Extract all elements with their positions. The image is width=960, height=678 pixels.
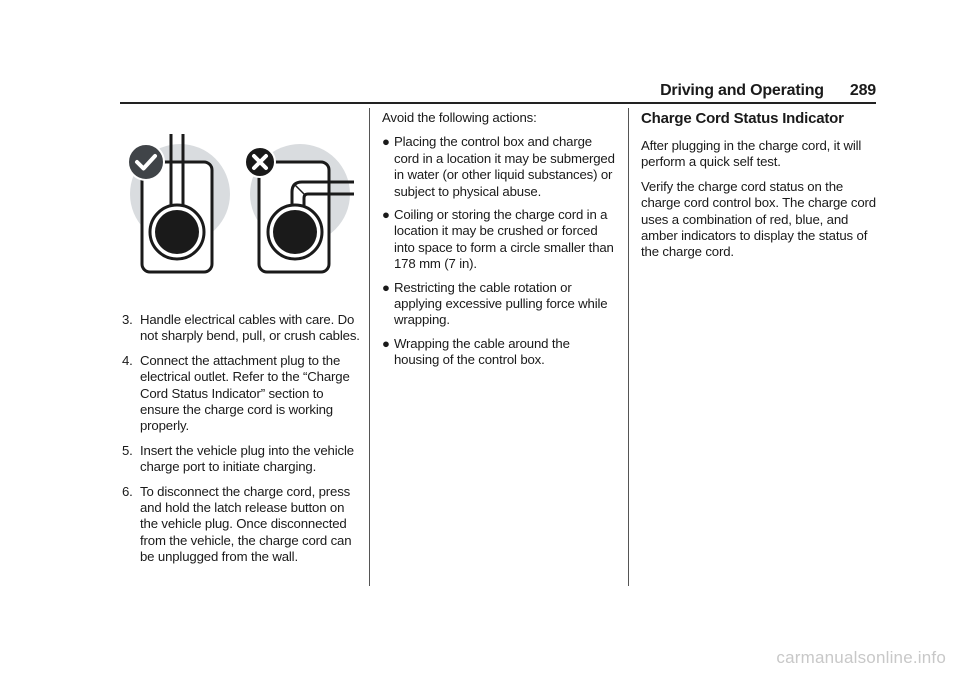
step-number: 4. [122,352,133,368]
step-text: Connect the attachment plug to the electrical outlet. Refer to the “Charge Cord Status Indicator” section to ensure the charge cord is working properly. [140,352,350,434]
bullet-icon: ● [382,279,390,295]
bullet-text: Coiling or storing the charge cord in a location it may be crushed or forced into space to form a circle smaller than 178 mm (7 in). [394,207,614,272]
list-item [382,280,618,329]
bullet-text: Restricting the cable rotation or applying excessive pulling force while wrapping. [394,279,608,328]
step-text: Insert the vehicle plug into the vehicle charge port to initiate charging. [140,442,354,475]
cable-routing-svg [122,128,362,276]
step-text: To disconnect the charge cord, press and hold the latch release button on the vehicle plug. Once disconnected from the vehicle, the charge cord can be unplugged from the wall. [140,483,352,565]
list-item [382,134,618,200]
bullet-icon: ● [382,335,390,351]
list-item [382,207,618,273]
bullet-icon: ● [382,134,390,150]
step-text: Handle electrical cables with care. Do not sharply bend, pull, or crush cables. [140,312,360,344]
plug-face [155,210,199,254]
plug-face [273,210,317,254]
header-rule [120,102,876,104]
step-number: 3. [122,312,133,327]
correct-routing-panel [128,134,230,272]
step-number: 5. [122,442,133,458]
list-item [122,312,362,345]
page-number: 289 [849,82,876,99]
list-item [382,336,618,369]
avoid-column [382,110,618,376]
column-divider [628,108,629,586]
steps-column [122,312,362,574]
steps-list [122,312,362,566]
bullet-text: Wrapping the cable around the housing of the control box. [394,335,570,368]
site-watermark: carmanualsonline.info [776,648,946,667]
step-number: 6. [122,483,133,499]
status-column [641,110,877,269]
avoid-intro: Avoid the following actions: [382,110,537,125]
avoid-list [382,134,618,368]
bullet-icon: ● [382,207,390,223]
section-title: Driving and Operating [660,82,824,99]
cable-routing-illustration [122,128,362,276]
list-item [122,443,362,476]
check-circle-icon [128,144,164,180]
section-heading: Charge Cord Status Indicator [641,110,844,127]
page-header [120,82,876,100]
bullet-text: Placing the control box and charge cord in a location it may be submerged in water (or other liquid substances) or subject to physical abuse. [394,134,615,199]
incorrect-routing-panel [245,144,354,272]
list-item [122,353,362,435]
column-divider [369,108,370,586]
list-item [122,484,362,566]
paragraph: Verify the charge cord status on the charge cord control box. The charge cord uses a combination of red, blue, and amber indicators to display the status of the charge cord. [641,178,876,260]
paragraph: After plugging in the charge cord, it will perform a quick self test. [641,138,862,170]
